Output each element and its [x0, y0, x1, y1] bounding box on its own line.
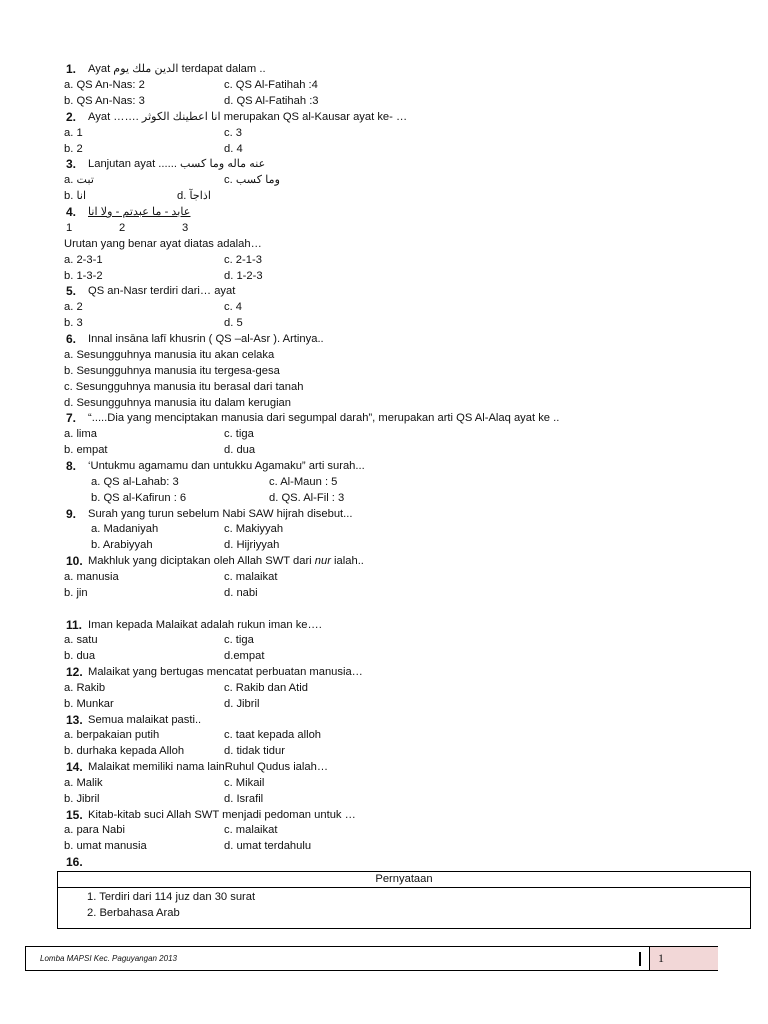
option-a: a. satu — [64, 634, 98, 646]
question-number: 4. — [66, 205, 77, 219]
question-number: 3. — [66, 157, 77, 171]
question-text-pre: Makhluk yang diciptakan oleh Allah SWT dari — [88, 555, 315, 567]
question-text: Malaikat memiliki nama lainRuhul Qudus ialah… — [88, 761, 329, 773]
question-text — [88, 554, 364, 568]
question-text: Surah yang turun sebelum Nabi SAW hijrah disebut... — [88, 508, 353, 520]
option-b: b. Arabiyyah — [91, 539, 153, 551]
option-d: d. QS Al-Fatihah :3 — [224, 95, 319, 107]
option-a: a. QS An-Nas: 2 — [64, 79, 145, 91]
question-text: عابد - ما عبدتم - ولا انا — [88, 206, 191, 218]
question-text: Iman kepada Malaikat adalah rukun iman ke…. — [88, 619, 322, 631]
option-b: b. umat manusia — [64, 840, 147, 852]
option-b: b. 1-3-2 — [64, 270, 103, 282]
option-d: d. tidak tidur — [224, 745, 285, 757]
question-number: 5. — [66, 284, 77, 298]
option-a: a. berpakaian putih — [64, 729, 160, 741]
option-c: c. malaikat — [224, 824, 278, 836]
option-a: a. Sesungguhnya manusia itu akan celaka — [64, 349, 275, 361]
option-d: d. umat terdahulu — [224, 840, 312, 852]
option-c: c. 3 — [224, 127, 243, 139]
question-number: 7. — [66, 411, 77, 425]
question-text: Kitab-kitab suci Allah SWT menjadi pedoman untuk … — [88, 809, 356, 821]
question-text: Innal insāna lafī khusrin ( QS –al-Asr ). Artinya.. — [88, 333, 324, 345]
option-d: d. 4 — [224, 143, 243, 155]
question-text: QS an-Nasr terdiri dari… ayat — [88, 285, 236, 297]
question-number: 8. — [66, 459, 77, 473]
option-d: d. QS. Al-Fil : 3 — [269, 492, 345, 504]
option-d: d. 1-2-3 — [224, 270, 263, 282]
question-number: 11. — [66, 618, 83, 632]
option-b: b. QS An-Nas: 3 — [64, 95, 145, 107]
option-b: b. QS al-Kafirun : 6 — [91, 492, 187, 504]
option-c: c. 2-1-3 — [224, 254, 262, 266]
footer-title: Lomba MAPSI Kec. Paguyangan 2013 — [40, 954, 177, 963]
footer-divider — [639, 952, 641, 966]
option-b: b. 3 — [64, 317, 83, 329]
option-a: a. 2-3-1 — [64, 254, 103, 266]
option-d: d. nabi — [224, 587, 258, 599]
question-number: 15. — [66, 808, 83, 822]
option-c: c. وما كسب — [224, 174, 281, 186]
option-d: d. اذاجآ — [177, 190, 211, 202]
option-a: a. lima — [64, 428, 97, 440]
question-text: Malaikat yang bertugas mencatat perbuatan manusia… — [88, 666, 363, 678]
option-d: d. dua — [224, 444, 256, 456]
order-number-3: 3 — [182, 222, 189, 234]
option-d: d. Jibril — [224, 698, 260, 710]
option-a: a. 2 — [64, 301, 83, 313]
option-b: b. durhaka kepada Alloh — [64, 745, 185, 757]
option-a: a. para Nabi — [64, 824, 125, 836]
question-text-post: ialah.. — [330, 555, 364, 567]
table-body — [87, 889, 255, 921]
statement-table — [57, 871, 751, 929]
option-c: c. QS Al-Fatihah :4 — [224, 79, 318, 91]
option-b: b. jin — [64, 587, 88, 599]
question-number: 9. — [66, 507, 77, 521]
question-text: Lanjutan ayat ...... عنه ماله وما كسب — [88, 158, 266, 170]
option-b: b. dua — [64, 650, 96, 662]
table-item: 2. Berbahasa Arab — [87, 907, 180, 919]
option-d: d. 5 — [224, 317, 243, 329]
option-a: a. Madaniyah — [91, 523, 159, 535]
option-c: c. tiga — [224, 428, 254, 440]
page-footer — [25, 946, 718, 971]
option-d: d.empat — [224, 650, 265, 662]
option-b: b. انا — [64, 190, 87, 202]
order-number-1: 1 — [66, 222, 73, 234]
option-b: b. Munkar — [64, 698, 114, 710]
question-prompt: Urutan yang benar ayat diatas adalah… — [64, 238, 262, 250]
option-d: d. Israfil — [224, 793, 264, 805]
order-number-2: 2 — [119, 222, 126, 234]
question-number: 14. — [66, 760, 83, 774]
question-text: Ayat الدين ملك يوم terdapat dalam .. — [88, 63, 266, 75]
question-number: 10. — [66, 554, 83, 568]
option-b: b. Jibril — [64, 793, 100, 805]
question-text: Ayat ……. انا اعطينك الكوثر merupakan QS al-Kausar ayat ke- … — [88, 111, 408, 123]
option-c: c. Makiyyah — [224, 523, 284, 535]
option-c: c. tiga — [224, 634, 254, 646]
question-text: Semua malaikat pasti.. — [88, 714, 202, 726]
question-number: 16. — [66, 855, 83, 869]
question-number: 12. — [66, 665, 83, 679]
option-b: b. 2 — [64, 143, 83, 155]
table-item: 1. Terdiri dari 114 juz dan 30 surat — [87, 891, 256, 903]
option-a: a. Rakib — [64, 682, 106, 694]
page-number: 1 — [649, 947, 718, 970]
option-c: c. Mikail — [224, 777, 265, 789]
question-number: 1. — [66, 62, 77, 76]
option-c: c. Rakib dan Atid — [224, 682, 308, 694]
option-a: a. تبت — [64, 174, 94, 186]
option-c: c. malaikat — [224, 571, 278, 583]
option-c: c. taat kepada alloh — [224, 729, 322, 741]
option-a: a. Malik — [64, 777, 103, 789]
question-text: “.....Dia yang menciptakan manusia dari segumpal darah”, merupakan arti QS Al-Alaq ayat ke .. — [88, 412, 560, 424]
option-a: a. manusia — [64, 571, 119, 583]
option-d: d. Sesungguhnya manusia itu dalam kerugian — [64, 397, 292, 409]
option-c: c. Al-Maun : 5 — [269, 476, 338, 488]
option-d: d. Hijriyyah — [224, 539, 280, 551]
question-text-emphasis: nur — [314, 555, 331, 567]
option-c: c. 4 — [224, 301, 243, 313]
option-b: b. empat — [64, 444, 108, 456]
table-header: Pernyataan — [58, 872, 750, 888]
option-a: a. QS al-Lahab: 3 — [91, 476, 179, 488]
question-number: 2. — [66, 110, 77, 124]
question-text: ‘Untukmu agamamu dan untukku Agamaku” arti surah... — [88, 460, 365, 472]
option-a: a. 1 — [64, 127, 83, 139]
question-number: 6. — [66, 332, 77, 346]
option-b: b. Sesungguhnya manusia itu tergesa-gesa — [64, 365, 280, 377]
option-c: c. Sesungguhnya manusia itu berasal dari tanah — [64, 381, 304, 393]
question-number: 13. — [66, 713, 83, 727]
